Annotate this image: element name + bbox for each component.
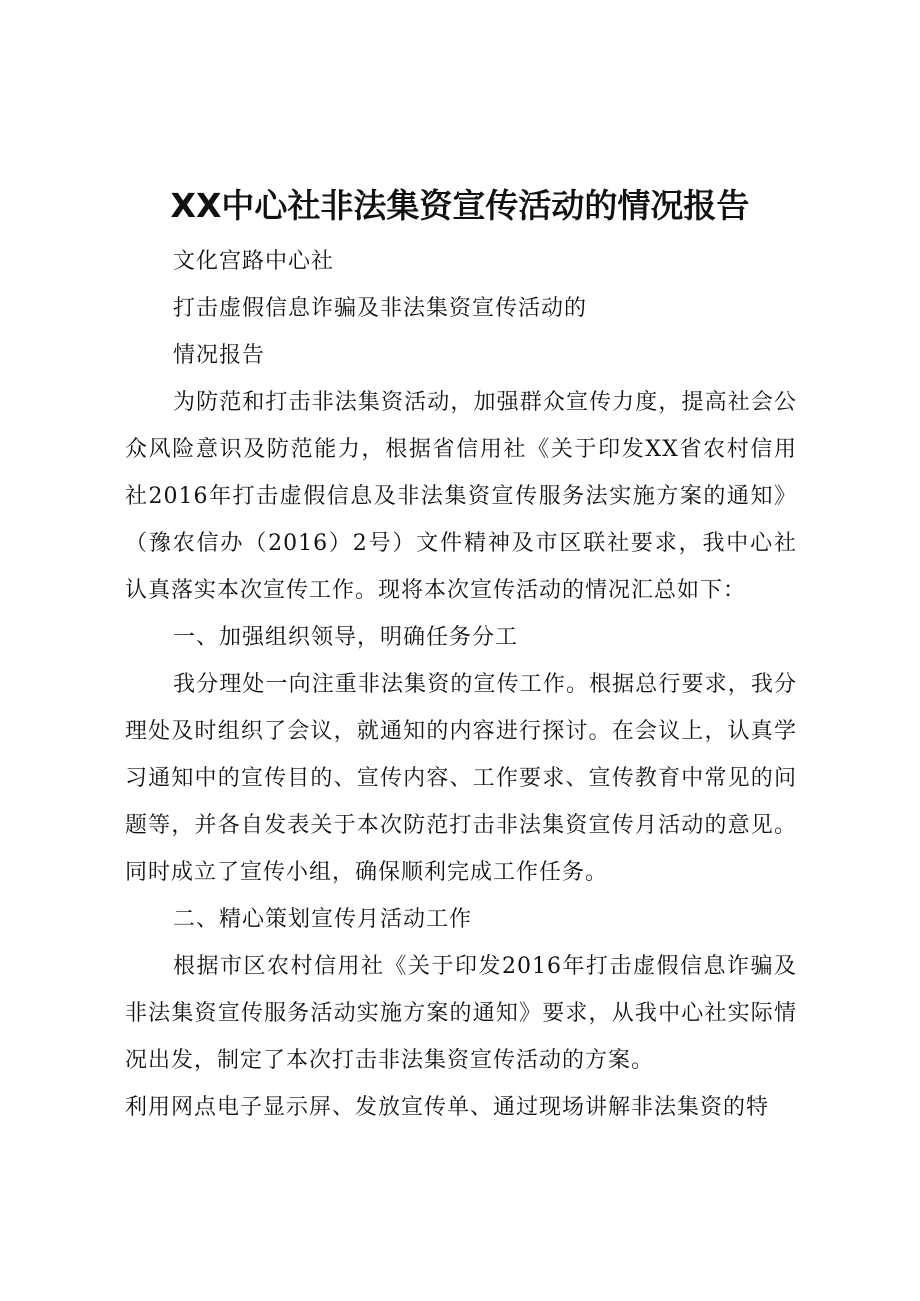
paragraph-subtitle-line2: 情况报告 xyxy=(173,343,266,368)
paragraph-section-1: 我分理处一向注重非法集资的宣传工作。根据总行要求，我分理处及时组织了会议，就通知的内容进行探讨。在会议上，认真学习通知中的宣传目的、宣传内容、工作要求、宣传教育中常见的问题等，并各自发表关于本次防范打击非法集资宣传月活动的意见。同时成立了宣传小组，确保顺利完成工作任务。 xyxy=(125,672,797,885)
section-heading-2: 二、精心策划宣传月活动工作 xyxy=(173,907,473,932)
paragraph-trailing-line: 利用网点电子显示屏、发放宣传单、通过现场讲解非法集资的特 xyxy=(125,1095,770,1120)
document-body xyxy=(125,238,797,1131)
document-title: XX中心社非法集资宣传活动的情况报告 xyxy=(170,186,750,225)
section-heading-1: 一、加强组织领导，明确任务分工 xyxy=(173,625,519,650)
paragraph-branch-name: 文化宫路中心社 xyxy=(173,249,335,274)
paragraph-section-2: 根据市区农村信用社《关于印发2016年打击虚假信息诈骗及非法集资宣传服务活动实施方案的通知》要求，从我中心社实际情况出发，制定了本次打击非法集资宣传活动的方案。 xyxy=(125,954,797,1073)
paragraph-intro: 为防范和打击非法集资活动，加强群众宣传力度，提高社会公众风险意识及防范能力，根据省信用社《关于印发XX省农村信用社2016年打击虚假信息及非法集资宣传服务法实施方案的通知》（豫农信办（2016）2号）文件精神及市区联社要求，我中心社认真落实本次宣传工作。现将本次宣传活动的情况汇总如下： xyxy=(125,390,797,603)
paragraph-subtitle-line1: 打击虚假信息诈骗及非法集资宣传活动的 xyxy=(173,296,588,321)
